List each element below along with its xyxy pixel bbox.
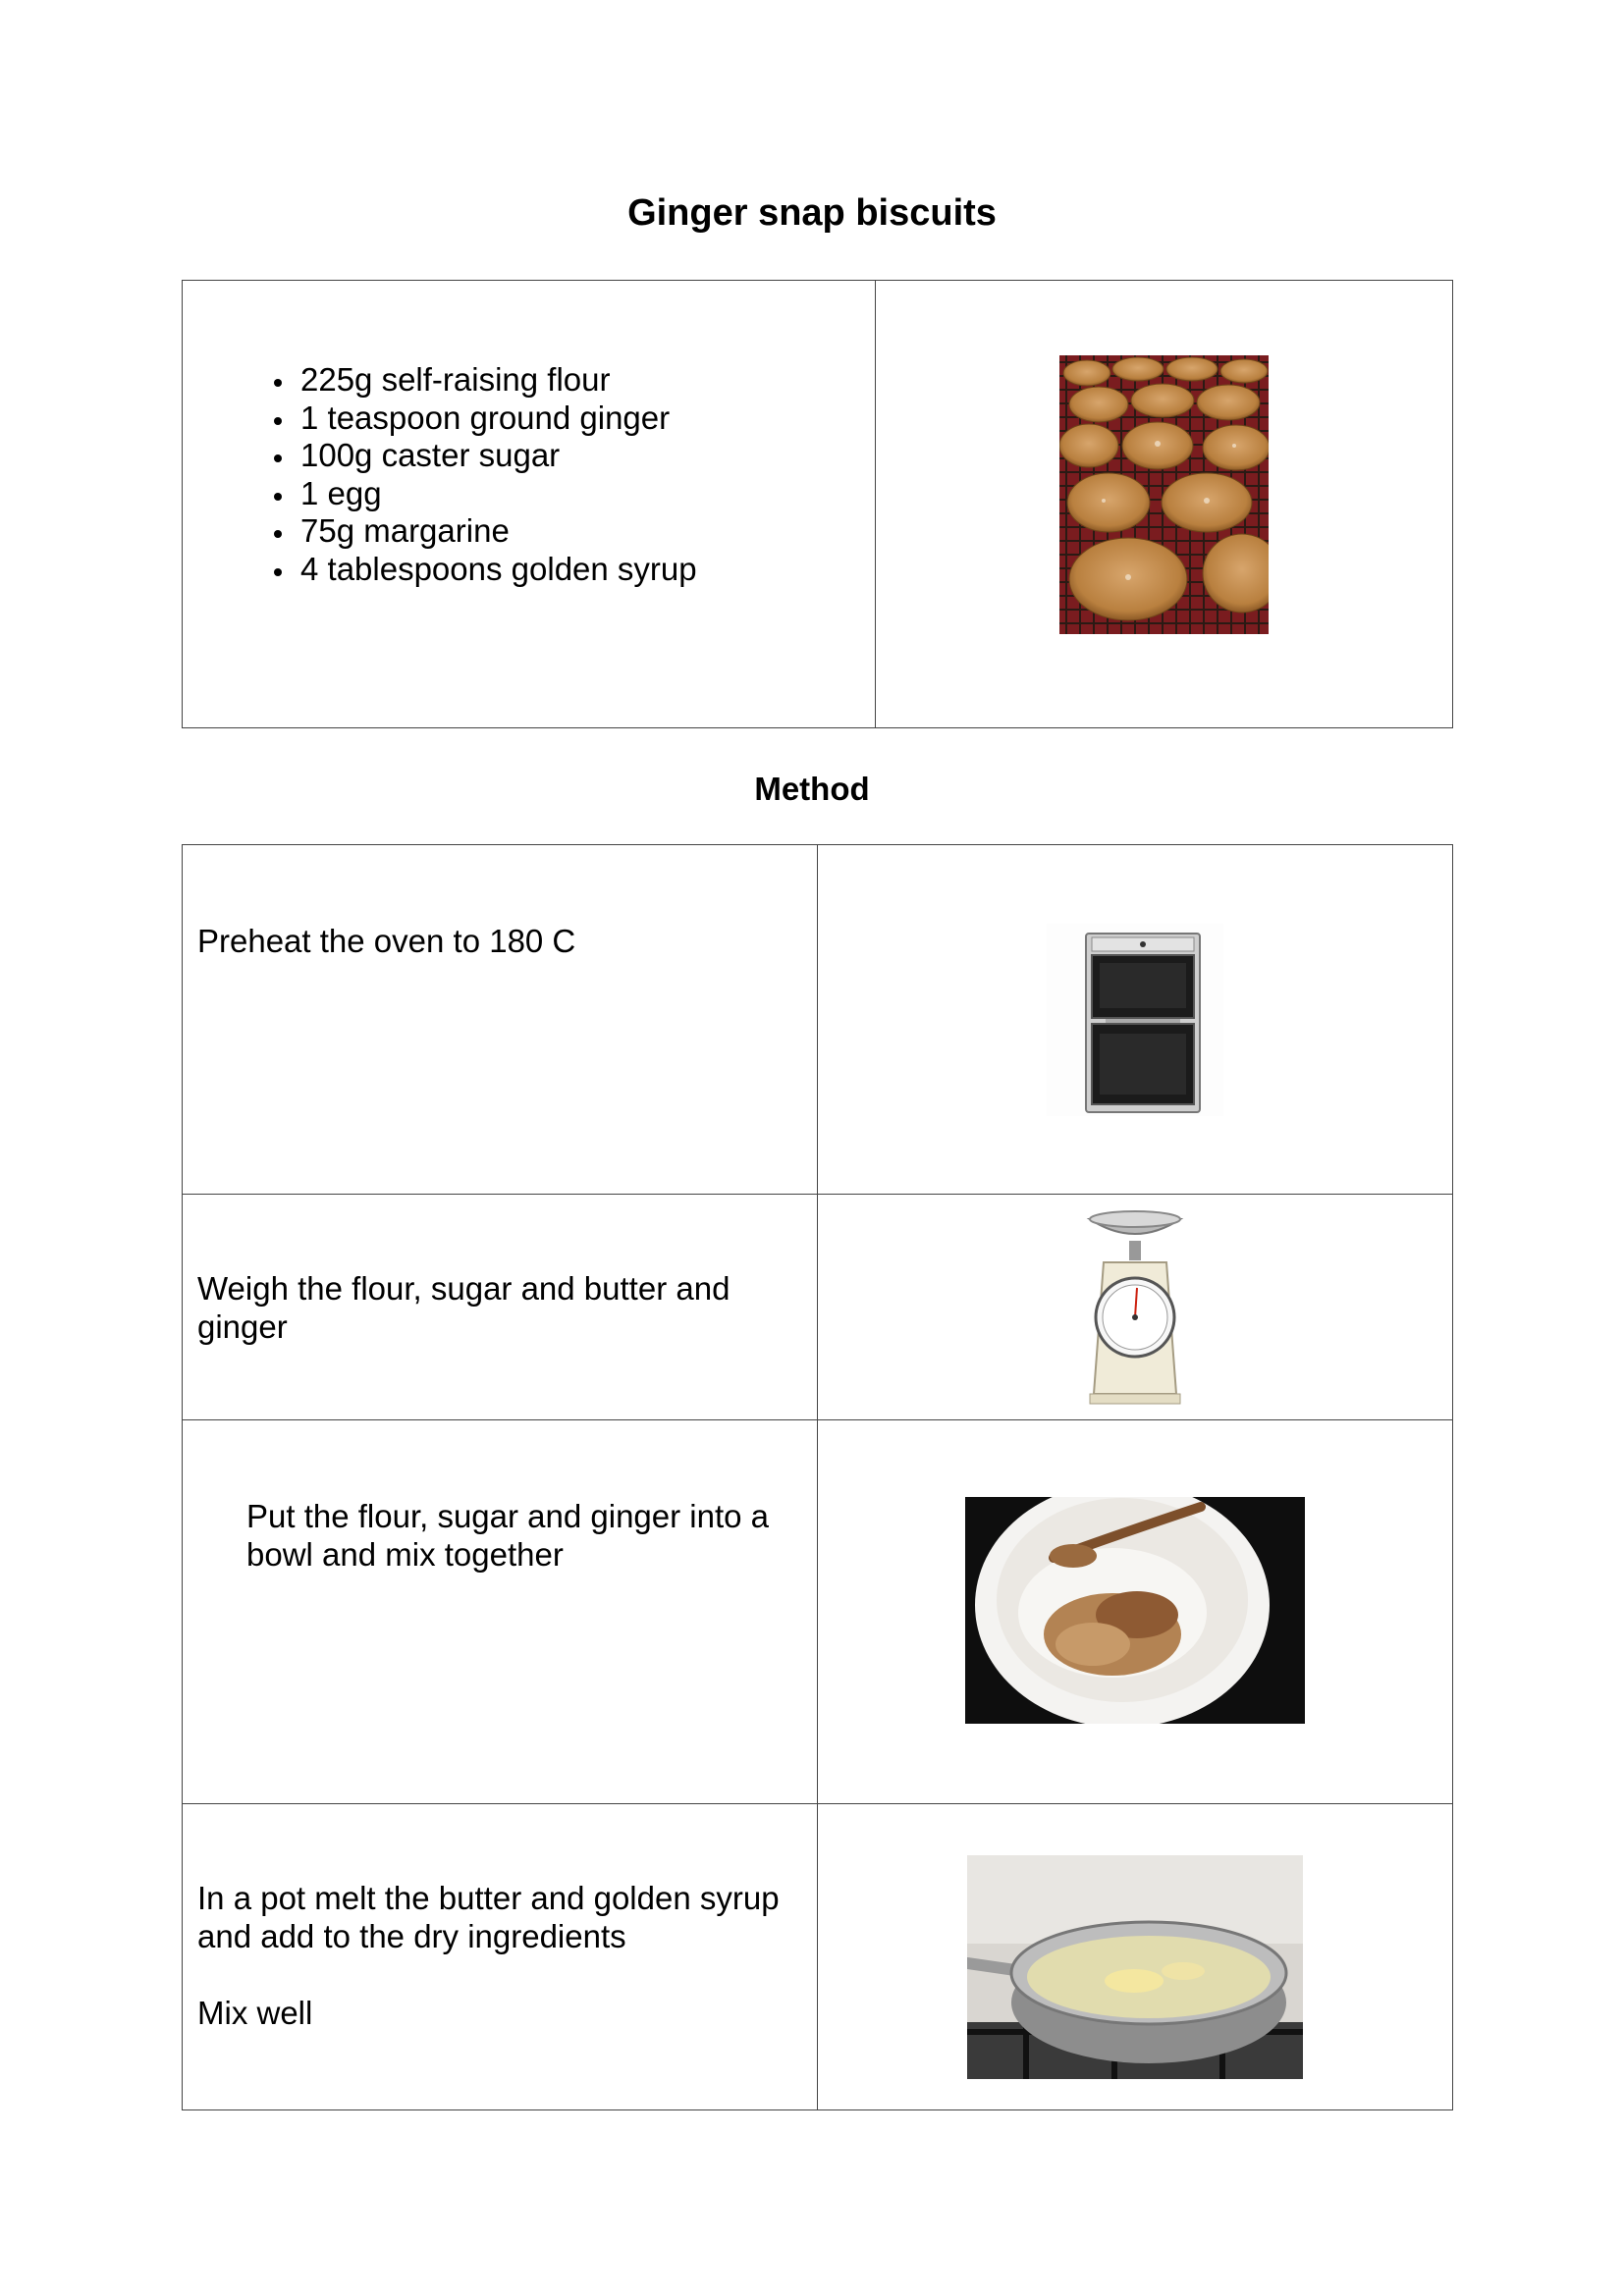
ingredient-item: • 225g self-raising flour — [297, 361, 875, 400]
ingredients-list — [183, 361, 875, 588]
step-image-cell — [818, 1195, 1453, 1420]
method-step-row — [183, 845, 1453, 1195]
step-image-cell — [818, 845, 1453, 1195]
page-title: Ginger snap biscuits — [627, 192, 997, 234]
step-text-cell — [183, 845, 818, 1195]
step-text-cell — [183, 1195, 818, 1420]
step-image-cell — [818, 1804, 1453, 2110]
ingredient-item: • 1 egg — [297, 475, 875, 513]
method-step-row — [183, 1804, 1453, 2110]
step-text-cell — [183, 1420, 818, 1804]
saucepan-photo — [967, 1855, 1303, 2079]
ingredient-item: • 100g caster sugar — [297, 437, 875, 475]
step-image-cell — [818, 1420, 1453, 1804]
ingredient-item: • 1 teaspoon ground ginger — [297, 400, 875, 438]
oven-photo — [1047, 924, 1223, 1116]
ingredients-table — [182, 280, 1453, 728]
biscuits-photo — [1059, 355, 1269, 634]
method-step-row — [183, 1195, 1453, 1420]
kitchen-scale-photo — [1047, 1201, 1223, 1414]
step-extra-text: Mix well — [197, 1995, 313, 2031]
method-step-row — [183, 1420, 1453, 1804]
step-text: In a pot melt the butter and golden syrup and add to the dry ingredients — [197, 1880, 780, 1954]
ingredient-item: • 75g margarine — [297, 512, 875, 551]
step-text: Preheat the oven to 180 C — [197, 923, 576, 959]
step-text: Weigh the flour, sugar and butter and ginger — [197, 1270, 731, 1345]
step-text-cell — [183, 1804, 818, 2110]
step-text: Put the flour, sugar and ginger into a bowl and mix together — [246, 1498, 770, 1573]
method-table — [182, 844, 1453, 2110]
ingredient-item: • 4 tablespoons golden syrup — [297, 551, 875, 589]
method-heading: Method — [754, 771, 870, 807]
biscuits-image-cell — [876, 281, 1453, 728]
mixing-bowl-photo — [965, 1497, 1305, 1724]
ingredients-cell — [183, 281, 876, 728]
